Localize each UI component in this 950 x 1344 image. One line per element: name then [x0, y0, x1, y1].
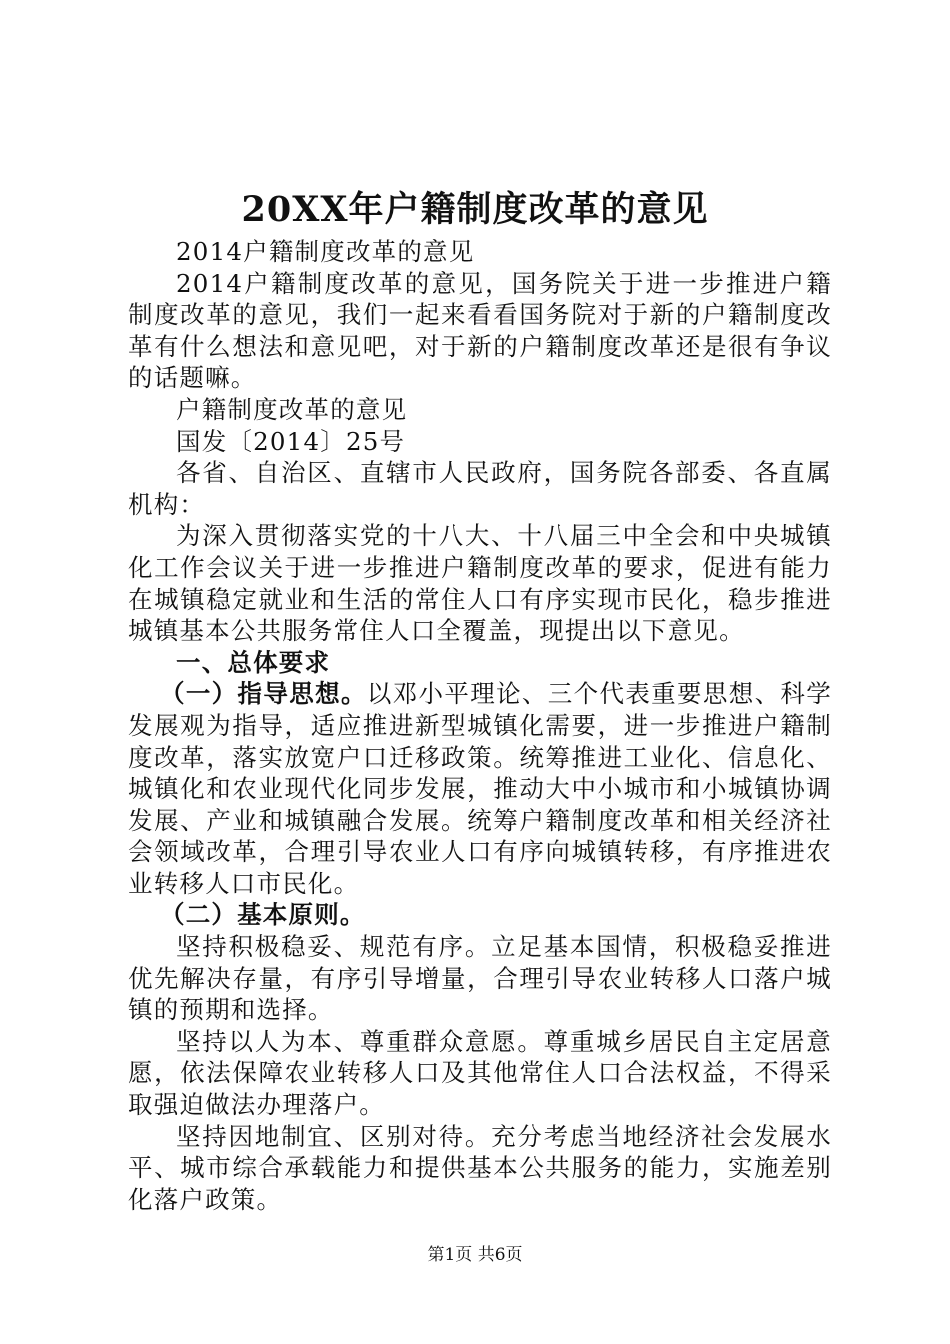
section-heading-principles: （二）基本原则。	[160, 900, 366, 930]
paragraph-intro: 2014户籍制度改革的意见，国务院关于进一步推进户籍制度改革的意见，我们一起来看看国务院对于新的户籍制度改革有什么想法和意见吧，对于新的户籍制度改革还是很有争议的话题嘛。	[128, 268, 832, 393]
paragraph-addressees: 各省、自治区、直辖市人民政府，国务院各部委、各直属机构：	[128, 458, 832, 519]
paragraph-principle-2: 坚持以人为本、尊重群众意愿。尊重城乡居民自主定居意愿，依法保障农业转移人口及其他常住人口合法权益，不得采取强迫做法办理落户。	[128, 1026, 832, 1120]
page-footer: 第1页 共6页	[427, 1245, 523, 1265]
section-heading-general: 一、总体要求	[176, 647, 331, 677]
document-title: 20XX年户籍制度改革的意见	[241, 189, 709, 230]
paragraph-principle-3: 坚持因地制宜、区别对待。充分考虑当地经济社会发展水平、城市综合承载能力和提供基本公共服务的能力，实施差别化落户政策。	[128, 1121, 832, 1214]
paragraph-guiding-thought	[128, 678, 832, 899]
paragraph-preamble: 为深入贯彻落实党的十八大、十八届三中全会和中央城镇化工作会议关于进一步推进户籍制度改革的要求，促进有能力在城镇稳定就业和生活的常住人口有序实现市民化，稳步推进城镇基本公共服务常住人口全覆盖，现提出以下意见。	[128, 521, 832, 646]
paragraph-principle-1: 坚持积极稳妥、规范有序。立足基本国情，积极稳妥推进优先解决存量，有序引导增量，合理引导农业转移人口落户城镇的预期和选择。	[128, 932, 832, 1025]
paragraph-doc-number: 国发〔2014〕25号	[176, 426, 406, 456]
paragraph-subtitle: 2014户籍制度改革的意见	[176, 237, 475, 266]
paragraph-doc-name: 户籍制度改革的意见	[176, 394, 408, 424]
guiding-thought-text: 以邓小平理论、三个代表重要思想、科学发展观为指导，适应推进新型城镇化需要，进一步推进户籍制度改革，落实放宽户口迁移政策。统筹推进工业化、信息化、城镇化和农业现代化同步发展，推动大中小城市和小城镇协调发展、产业和城镇融合发展。统筹户籍制度改革和相关经济社会领域改革，合理引导农业人口有序向城镇转移，有序推进农业转移人口市民化。	[128, 679, 832, 898]
guiding-thought-lead: （一）指导思想。	[160, 679, 367, 709]
document-body	[128, 236, 832, 1215]
